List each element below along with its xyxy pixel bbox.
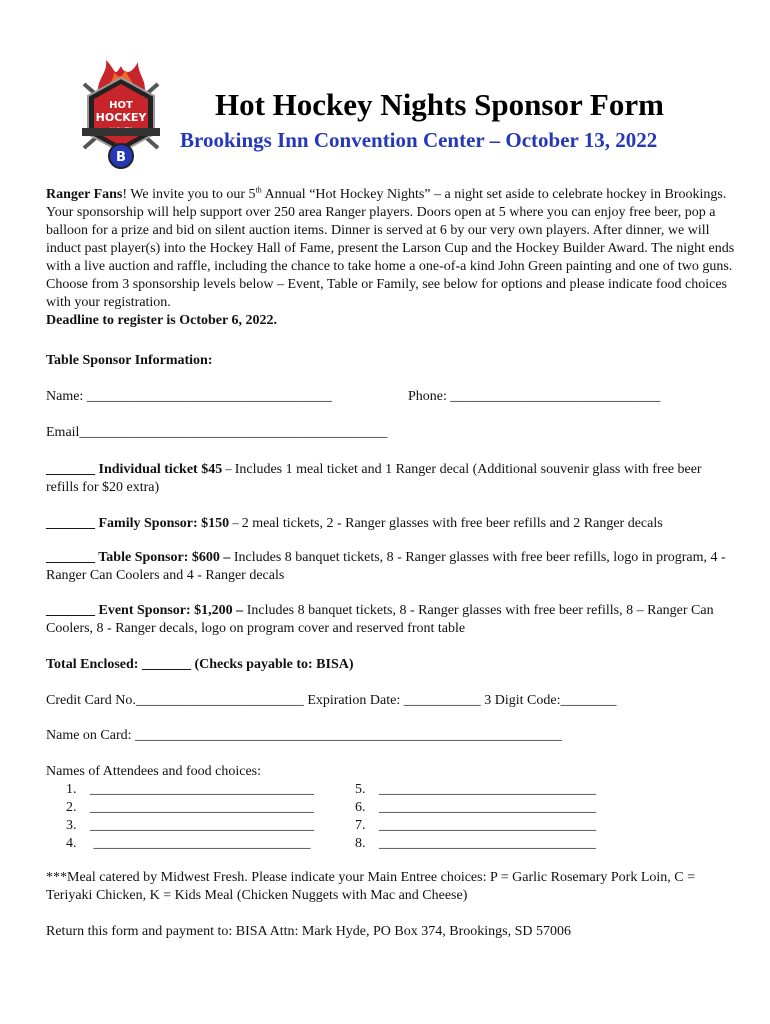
svg-text:B: B bbox=[116, 150, 126, 165]
attendee-line[interactable]: 1. ________________________________ bbox=[66, 782, 314, 797]
credit-card-field[interactable]: Credit Card No.________________________ Expiration Date: ___________ 3 Digit Code:________ bbox=[46, 693, 617, 708]
level-name: Event Sponsor: $1,200 – bbox=[98, 603, 244, 618]
intro-paragraph bbox=[46, 186, 736, 330]
level-individual[interactable]: _______ Individual ticket $45 – Includes 1 meal ticket and 1 Ranger decal (Additional souvenir glass with free beer refills for $20 extra) bbox=[46, 462, 702, 495]
page-subtitle: Brookings Inn Convention Center – October 13, 2022 bbox=[180, 128, 658, 152]
attendee-line[interactable]: 3. ________________________________ bbox=[66, 818, 314, 833]
attendee-line[interactable]: 2. ________________________________ bbox=[66, 800, 314, 815]
level-desc: Includes 8 banquet tickets, 8 - Ranger glasses with free beer refills, logo in program, 4 - Ranger Can Coolers and 4 - Ranger decals bbox=[46, 550, 726, 583]
level-name: Table Sponsor: $600 – bbox=[98, 550, 231, 565]
page-title: Hot Hockey Nights Sponsor Form bbox=[215, 87, 664, 122]
name-field[interactable]: Name: ___________________________________ bbox=[46, 389, 332, 404]
intro-sup: th bbox=[255, 185, 262, 195]
level-desc: 2 meal tickets, 2 - Ranger glasses with free beer refills and 2 Ranger decals bbox=[241, 516, 663, 531]
phone-field[interactable]: Phone: ______________________________ bbox=[408, 389, 661, 404]
level-blank[interactable]: _______ bbox=[46, 462, 99, 477]
level-name: Individual ticket $45 bbox=[98, 462, 223, 477]
attendees-right-column bbox=[355, 781, 596, 853]
level-blank[interactable]: _______ bbox=[46, 550, 99, 565]
sponsor-info-heading: Table Sponsor Information: bbox=[46, 353, 213, 368]
attendee-line[interactable]: 7. _______________________________ bbox=[355, 818, 596, 833]
meal-note: ***Meal catered by Midwest Fresh. Please indicate your Main Entree choices: P = Garlic Rosemary Pork Loin, C = Teriyaki Chicken, K = Kids Meal (Chicken Nuggets with Mac and Cheese) bbox=[46, 870, 696, 903]
intro-text-a: ! We invite you to our 5 bbox=[122, 187, 256, 202]
level-family[interactable]: _______ Family Sponsor: $150 – 2 meal tickets, 2 - Ranger glasses with free beer refills and 2 Ranger decals bbox=[46, 516, 663, 531]
level-name: Family Sponsor: $150 bbox=[98, 516, 230, 531]
level-desc: Includes 8 banquet tickets, 8 - Ranger glasses with free beer refills, 8 – Ranger Can Coolers, 8 - Ranger decals, logo on program cover and reserved front table bbox=[46, 603, 714, 636]
name-on-card-field[interactable]: Name on Card: _____________________________________________________________ bbox=[46, 728, 563, 743]
intro-lead: Ranger Fans bbox=[46, 187, 123, 202]
attendee-line[interactable]: 4. _______________________________ bbox=[66, 836, 311, 851]
level-desc: Includes 1 meal ticket and 1 Ranger decal (Additional souvenir glass with free beer refills for $20 extra) bbox=[46, 462, 702, 495]
level-blank[interactable]: _______ bbox=[46, 516, 99, 531]
deadline-text: Deadline to register is October 6, 2022. bbox=[46, 313, 277, 328]
attendees-left-column bbox=[66, 781, 314, 853]
return-address: Return this form and payment to: BISA Attn: Mark Hyde, PO Box 374, Brookings, SD 57006 bbox=[46, 924, 571, 939]
intro-text-b: Annual “Hot Hockey Nights” – a night set aside to celebrate hockey in Brookings. Your sponsorship will help support over 250 area Ranger players. Doors open at 5 where you can enjoy free beer, pop a balloon for a prize and bid on silent auction items. Dinner is served at 6 by our very own players. After dinner, we will induct past player(s) into the Hockey Hall of Fame, present the Larson Cup and the Hockey Builder Award. The night ends with a live auction and raffle, including the chance to take home a one-of-a kind John Green painting and one of two guns. Choose from 3 sponsorship levels below – Event, Table or Family, see below for options and please indicate food choices with your registration. bbox=[46, 187, 735, 310]
level-table[interactable] bbox=[46, 549, 736, 585]
logo-text-hockey: HOCKEY bbox=[95, 111, 147, 124]
hot-hockey-nights-logo bbox=[78, 56, 164, 172]
total-enclosed-field[interactable]: Total Enclosed: _______ (Checks payable to: BISA) bbox=[46, 657, 354, 672]
attendee-line[interactable]: 6. _______________________________ bbox=[355, 800, 596, 815]
logo-text-hot: HOT bbox=[109, 100, 133, 111]
attendee-line[interactable]: 8. _______________________________ bbox=[355, 836, 596, 851]
attendee-line[interactable]: 5. _______________________________ bbox=[355, 782, 596, 797]
email-field[interactable]: Email____________________________________________ bbox=[46, 425, 388, 440]
attendees-heading: Names of Attendees and food choices: bbox=[46, 764, 261, 779]
level-blank[interactable]: _______ bbox=[46, 603, 99, 618]
level-event[interactable] bbox=[46, 602, 736, 638]
